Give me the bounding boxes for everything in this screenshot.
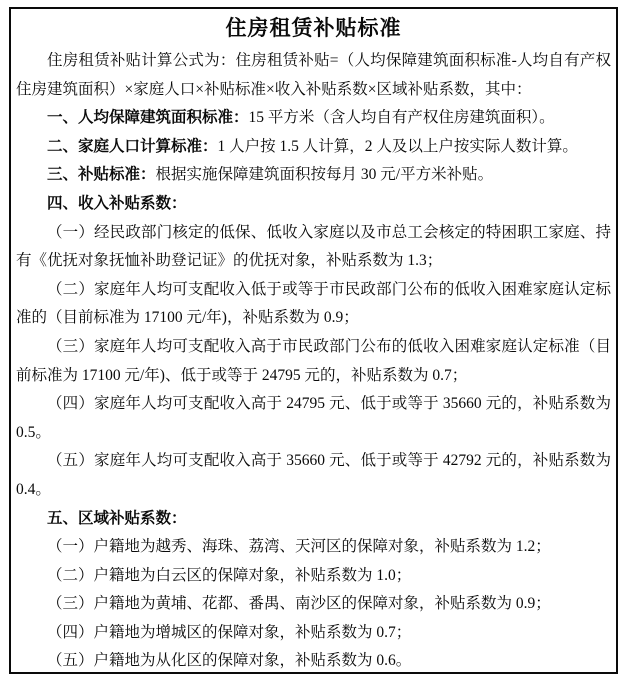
paragraph-text: （五）家庭年人均可支配收入高于 35660 元、低于或等于 42792 元的，补贴系数为 0.4。: [16, 452, 611, 498]
paragraph-region-item-4: [16, 619, 611, 648]
paragraph-region-item-2: [16, 562, 611, 591]
paragraph-income-item-1: [16, 219, 611, 276]
paragraph-income-item-3: [16, 333, 611, 390]
document-title: 住房租赁补贴标准: [225, 17, 402, 40]
document-border-frame: [9, 7, 618, 674]
paragraph-text: 根据实施保障建筑面积按每月 30 元/平方米补贴。: [155, 166, 494, 184]
paragraph-income-item-5: [16, 447, 611, 504]
paragraph-region-item-5: [16, 647, 611, 674]
paragraph-income-item-2: [16, 276, 611, 333]
paragraph-region-item-3: [16, 590, 611, 619]
paragraph-text: （四）户籍地为增城区的保障对象，补贴系数为 0.7；: [47, 623, 412, 641]
paragraph-text: （一）经民政部门核定的低保、低收入家庭以及市总工会核定的特困职工家庭、持有《优抚对象抚恤补助登记证》的优抚对象，补贴系数为 1.3；: [16, 223, 611, 270]
paragraph-region-item-1: [16, 533, 611, 562]
paragraph-text: （二）家庭年人均可支配收入低于或等于市民政部门公布的低收入困难家庭认定标准的（目前标准为 17100 元/年)，补贴系数为 0.9；: [16, 280, 611, 327]
paragraph-lead: 二、家庭人口计算标准：: [47, 137, 218, 155]
paragraph-text: （一）户籍地为越秀、海珠、荔湾、天河区的保障对象，补贴系数为 1.2；: [47, 538, 551, 556]
paragraph-lead: 一、人均保障建筑面积标准：: [47, 109, 249, 127]
paragraph-section-4-heading: [16, 190, 611, 219]
paragraph-lead: 三、补贴标准：: [47, 166, 156, 184]
paragraph-text: （五）户籍地为从化区的保障对象，补贴系数为 0.6。: [47, 652, 412, 670]
paragraph-income-item-4: [16, 390, 611, 447]
paragraph-section-2: [16, 133, 611, 162]
document-body: [16, 47, 611, 674]
paragraph-section-1: [16, 104, 611, 133]
paragraph-text: （三）家庭年人均可支配收入高于市民政部门公布的低收入困难家庭认定标准（目前标准为 17100 元/年)、低于或等于 24795 元的，补贴系数为 0.7；: [16, 337, 611, 384]
paragraph-section-5-heading: [16, 505, 611, 534]
paragraph-text: 1 人户按 1.5 人计算，2 人及以上户按实际人数计算。: [217, 137, 578, 155]
paragraph-formula: [16, 47, 611, 104]
paragraph-section-3: [16, 161, 611, 190]
paragraph-text: （四）家庭年人均可支配收入高于 24795 元、低于或等于 35660 元的，补贴系数为 0.5。: [16, 395, 611, 441]
paragraph-lead: 五、区域补贴系数：: [47, 509, 187, 527]
paragraph-text: （二）户籍地为白云区的保障对象，补贴系数为 1.0；: [47, 566, 412, 584]
paragraph-text: 住房租赁补贴计算公式为：住房租赁补贴=（人均保障建筑面积标准-人均自有产权住房建筑面积）×家庭人口×补贴标准×收入补贴系数×区域补贴系数，其中：: [16, 52, 611, 98]
paragraph-text: （三）户籍地为黄埔、花都、番禺、南沙区的保障对象，补贴系数为 0.9；: [47, 595, 551, 613]
paragraph-text: 15 平方米（含人均自有产权住房建筑面积）。: [248, 109, 555, 127]
paragraph-lead: 四、收入补贴系数：: [47, 194, 187, 212]
